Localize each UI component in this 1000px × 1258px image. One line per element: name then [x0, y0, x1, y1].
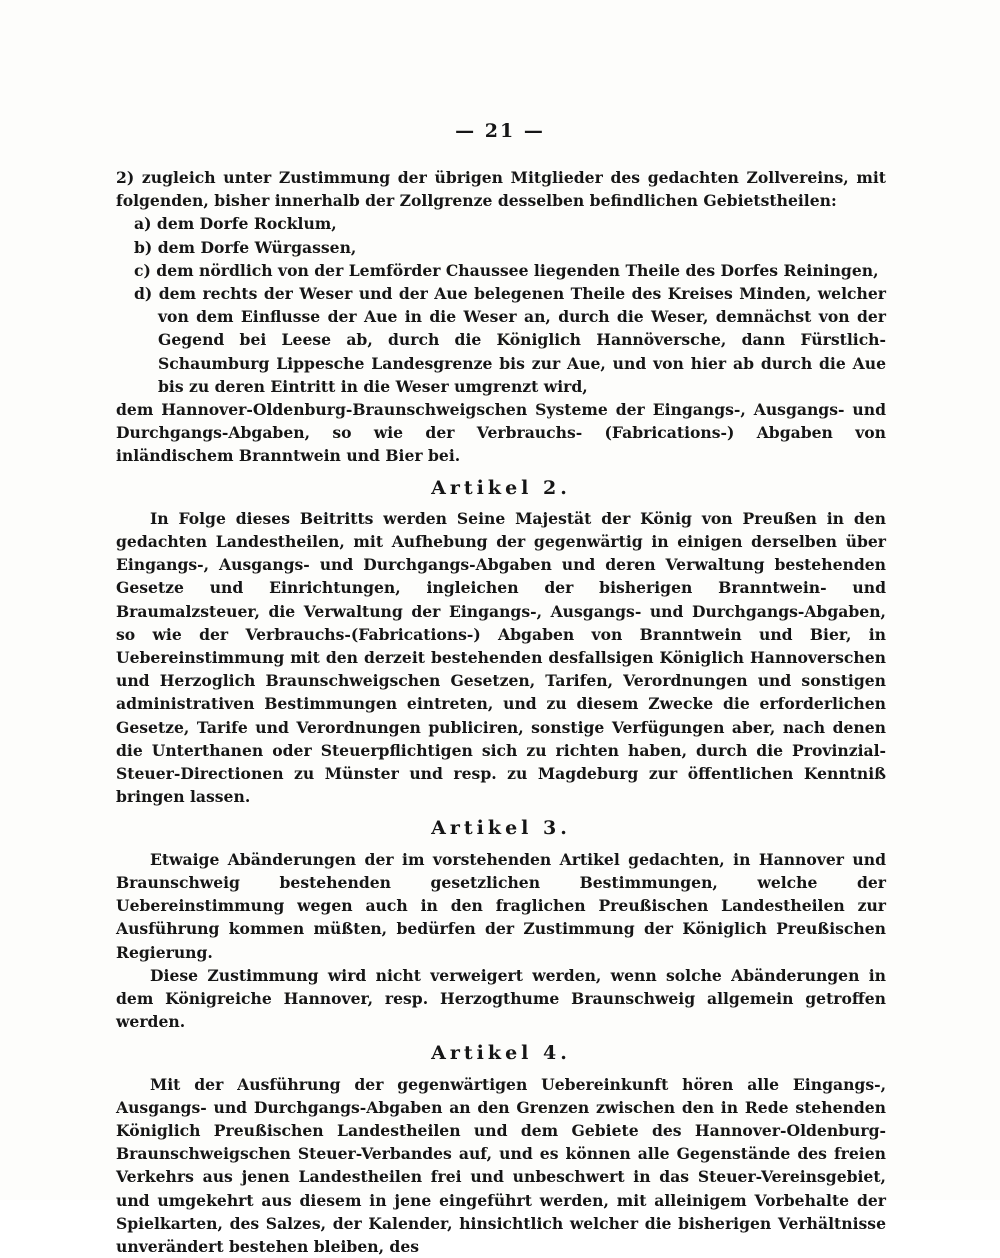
article-4-paragraph: Mit der Ausführung der gegenwärtigen Uebereinkunft hören alle Eingangs-, Ausgangs- und Durchgangs-Abgaben an den Grenzen zwischen den in Rede stehenden Königlich Preußischen Landestheilen und dem Gebiete des Hannover-Oldenburg-Braunschweigschen Steuer-Verbandes auf, und es können alle Gegenstände des freien Verkehrs aus jenen Landestheilen frei und unbeschwert in das Steuer-Vereinsgebiet, und umgekehrt aus diesem in jene eingeführt werden, mit alleinigem Vorbehalte der Spielkarten, des Salzes, der Kalender, hinsichtlich welcher die bisherigen Verhältnisse unverändert bestehen bleiben, des	[116, 1074, 886, 1256]
list-item-b: b) dem Dorfe Würgassen,	[134, 237, 357, 257]
page-body	[116, 166, 886, 1258]
article-2-heading: Artikel 2.	[431, 476, 571, 499]
article-3-paragraph-2: Diese Zustimmung wird nicht verweigert werden, wenn solche Abänderungen in dem Königreiche Hannover, resp. Herzogthume Braunschweig allgemein getroffen werden.	[116, 965, 886, 1032]
article-4-heading: Artikel 4.	[431, 1042, 571, 1065]
list-item-d: d) dem rechts der Weser und der Aue belegenen Theile des Kreises Minden, welcher von dem Einflusse der Aue in die Weser an, durch die Weser, demnächst von der Gegend bei Leese ab, durch die Königlich Hannöversche, dann Fürstlich-Schaumburg Lippesche Landesgrenze bis zur Aue, und von hier ab durch die Aue bis zu deren Eintritt in die Weser umgrenzt wird,	[134, 284, 886, 396]
intro-tail: dem Hannover-Oldenburg-Braunschweigschen Systeme der Eingangs-, Ausgangs- und Durchgangs-Abgaben, so wie der Verbrauchs- (Fabrications-) Abgaben von inländischem Branntwein und Bier bei.	[116, 400, 886, 466]
list-item-a: a) dem Dorfe Rocklum,	[134, 214, 337, 234]
article-3-heading: Artikel 3.	[431, 817, 571, 840]
article-2-paragraph: In Folge dieses Beitritts werden Seine Majestät der König von Preußen in den gedachten Landestheilen, mit Aufhebung der gegenwärtig in einigen derselben über Eingangs-, Ausgangs- und Durchgangs-Abgaben und deren Verwaltung bestehenden Gesetze und Einrichtungen, ingleichen der bisherigen Branntwein- und Braumalzsteuer, die Verwaltung der Eingangs-, Ausgangs- und Durchgangs-Abgaben, so wie der Verbrauchs-(Fabrications-) Abgaben von Branntwein und Bier, in Uebereinstimmung mit den derzeit bestehenden desfallsigen Königlich Hannoverschen und Herzoglich Braunschweigschen Gesetzen, Tarifen, Verordnungen und sonstigen administrativen Bestimmungen eintreten, und zu diesem Zwecke die erforderlichen Gesetze, Tarife und Verordnungen publiciren, sonstige Verfügungen aber, nach denen die Unterthanen oder Steuerpflichtigen sich zu richten haben, durch die Provinzial-Steuer-Directionen zu Münster und resp. zu Magdeburg zur öffentlichen Kenntniß bringen lassen.	[116, 508, 886, 807]
intro-lead: 2) zugleich unter Zustimmung der übrigen Mitglieder des gedachten Zollvereins, mit folgenden, bisher innerhalb der Zollgrenze desselben befindlichen Gebietstheilen:	[116, 168, 886, 211]
list-item-c: c) dem nördlich von der Lemförder Chaussee liegenden Theile des Dorfes Reiningen,	[134, 260, 879, 280]
page-number: — 21 —	[455, 120, 545, 142]
article-3-paragraph-1: Etwaige Abänderungen der im vorstehenden Artikel gedachten, in Hannover und Braunschweig bestehenden gesetzlichen Bestimmungen, welche der Uebereinstimmung wegen auch in den fraglichen Preußischen Landestheilen zur Ausführung kommen müßten, bedürfen der Zustimmung der Königlich Preußischen Regierung.	[116, 849, 886, 962]
